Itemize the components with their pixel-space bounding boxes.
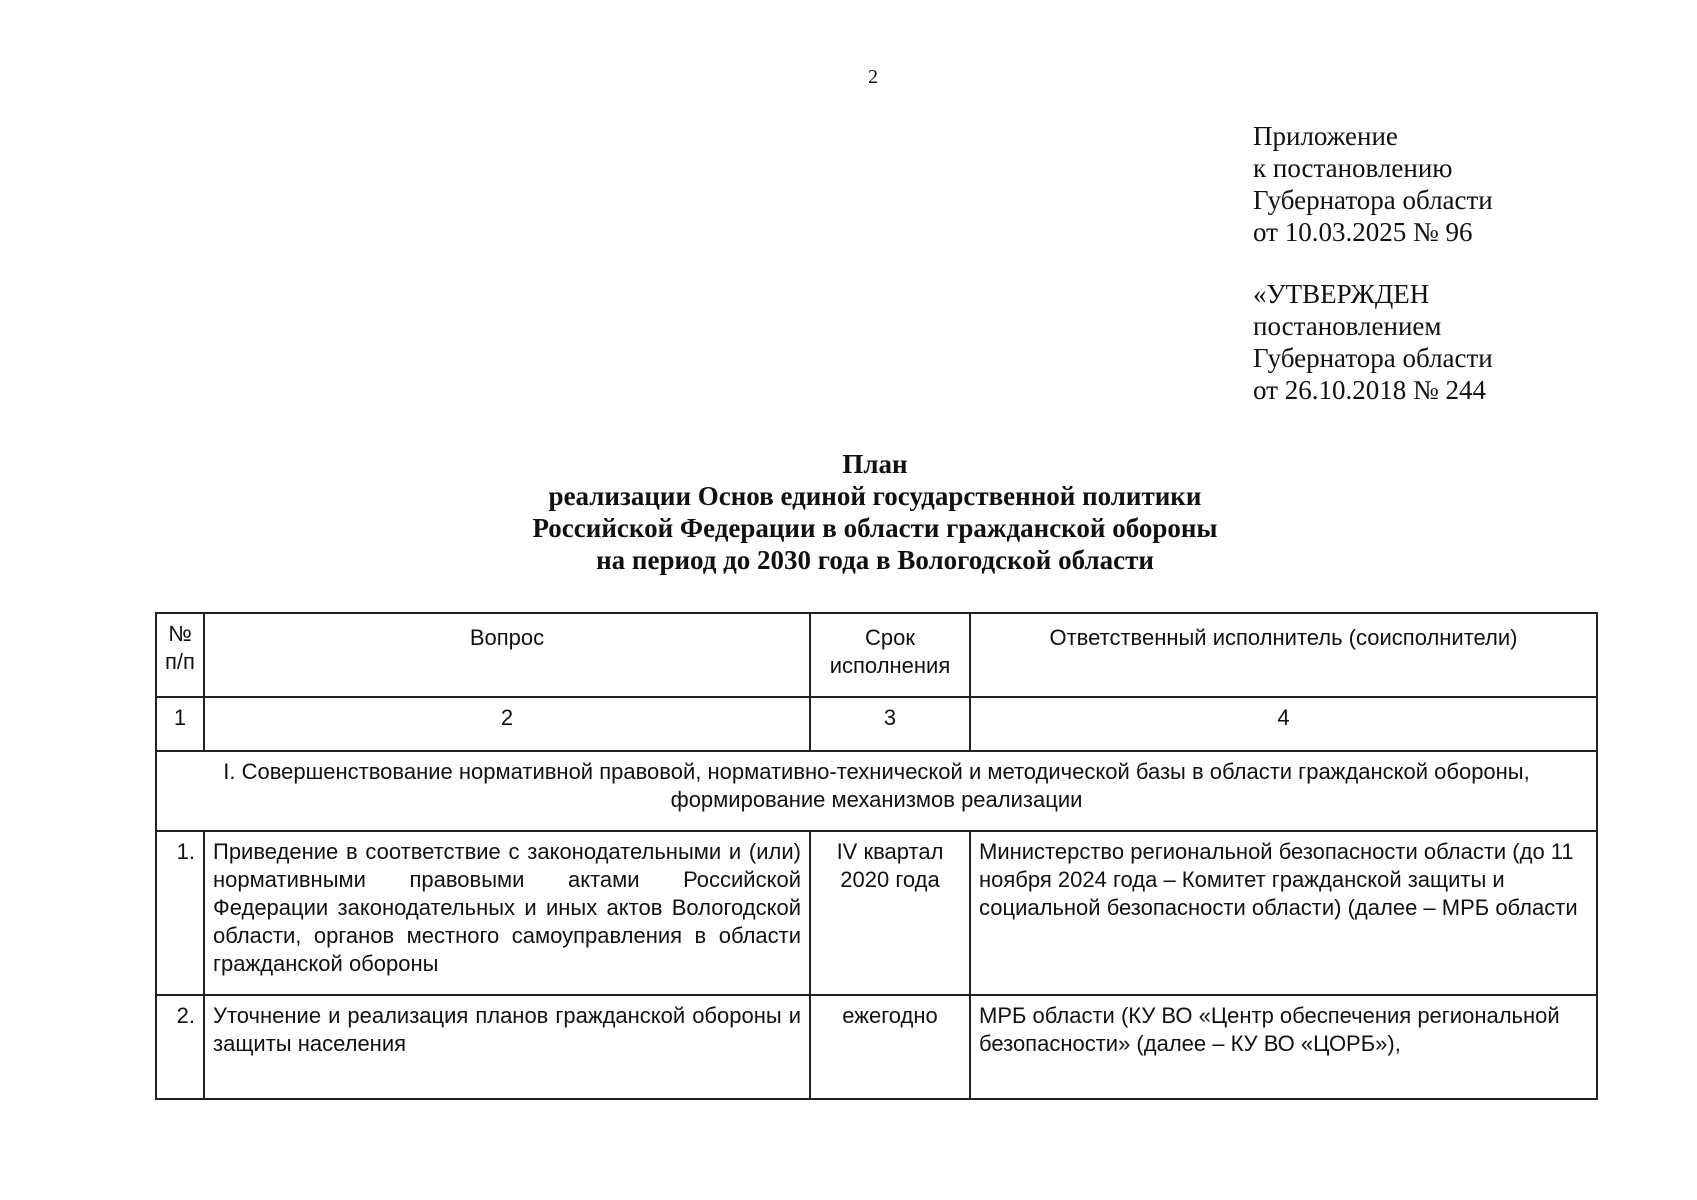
column-index-row	[156, 697, 1597, 751]
approved-line: «УТВЕРЖДЕН	[1253, 279, 1430, 309]
row-number: 1.	[156, 831, 204, 995]
column-index: 2	[204, 697, 810, 751]
row-question: Приведение в соответствие с законодательными и (или) нормативными правовыми актами Российской Федерации законодательных и иных актов Вологодской области, органов местного самоуправления в области гражданской обороны	[204, 831, 810, 995]
annex-line: от 10.03.2025 № 96	[1253, 217, 1473, 247]
approved-line: Губернатора области	[1253, 343, 1493, 373]
row-number: 2.	[156, 995, 204, 1099]
annex-line: Губернатора области	[1253, 185, 1493, 215]
document-title	[0, 448, 1697, 576]
header-term: Срок исполнения	[810, 613, 970, 697]
approved-line: постановлением	[1253, 311, 1442, 341]
plan-table	[155, 612, 1598, 1100]
annex-line: к постановлению	[1253, 153, 1453, 183]
header-responsible: Ответственный исполнитель (соисполнители)	[970, 613, 1597, 697]
approved-line: от 26.10.2018 № 244	[1253, 375, 1486, 405]
title-line: План	[842, 449, 908, 479]
table-row	[156, 831, 1597, 995]
column-index: 4	[970, 697, 1597, 751]
table-header-row	[156, 613, 1597, 697]
row-responsible: Министерство региональной безопасности области (до 11 ноября 2024 года – Комитет гражданской защиты и социальной безопасности области) (далее – МРБ области	[970, 831, 1597, 995]
annex-block	[1253, 120, 1493, 406]
row-term: IV квартал 2020 года	[810, 831, 970, 995]
row-term: ежегодно	[810, 995, 970, 1099]
column-index: 1	[156, 697, 204, 751]
title-line: реализации Основ единой государственной политики	[548, 481, 1202, 511]
section-row	[156, 751, 1597, 831]
approved-block	[1253, 278, 1493, 406]
page-number: 2	[868, 66, 878, 88]
row-responsible: МРБ области (КУ ВО «Центр обеспечения региональной безопасности» (далее – КУ ВО «ЦОРБ»),	[970, 995, 1597, 1099]
title-line: на период до 2030 года в Вологодской области	[596, 545, 1154, 575]
table-row	[156, 995, 1597, 1099]
column-index: 3	[810, 697, 970, 751]
row-question: Уточнение и реализация планов гражданской обороны и защиты населения	[204, 995, 810, 1099]
header-question: Вопрос	[204, 613, 810, 697]
annex-line: Приложение	[1253, 121, 1398, 151]
section-heading: I. Совершенствование нормативной правовой, нормативно-технической и методической базы в области гражданской обороны, формирование механизмов реализации	[156, 751, 1597, 831]
title-line: Российской Федерации в области гражданской обороны	[532, 513, 1218, 543]
header-num: № п/п	[156, 613, 204, 697]
